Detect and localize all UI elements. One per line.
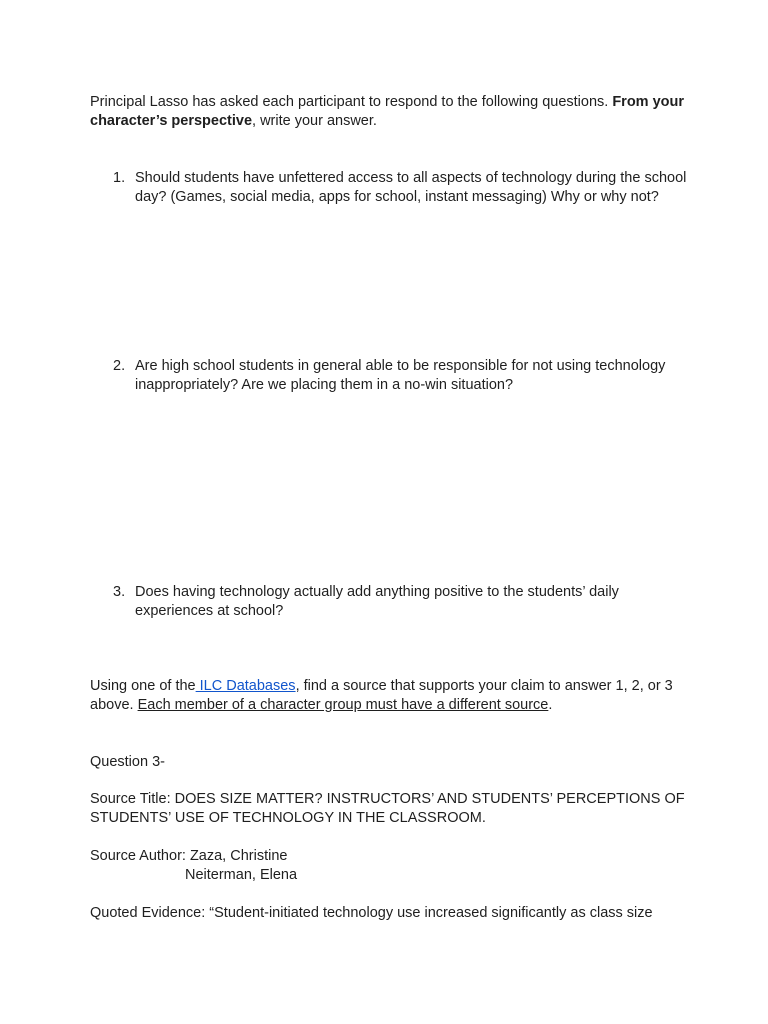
- question-2: [90, 357, 690, 395]
- ilc-databases-link[interactable]: ILC Databases: [195, 678, 296, 694]
- question-2-text: Are high school students in general able to be responsible for not using technology inappropriately? Are we placing them in a no-win situation?: [135, 358, 666, 393]
- source-author: [90, 847, 690, 885]
- question-2-number: 2.: [113, 358, 126, 374]
- instructions-suffix: .: [548, 697, 553, 713]
- instructions-paragraph: [90, 677, 690, 715]
- quoted-evidence: Quoted Evidence: “Student-initiated technology use increased significantly as class size: [90, 905, 653, 921]
- instructions-prefix: Using one of the: [90, 678, 196, 694]
- source-author-line-1: Source Author: Zaza, Christine: [90, 848, 288, 864]
- source-author-line-2: Neiterman, Elena: [185, 867, 298, 883]
- intro-text-1: Principal Lasso has asked each participant to respond to the following questions.: [90, 94, 613, 110]
- intro-text-2: , write your answer.: [252, 113, 377, 129]
- question-1-number: 1.: [113, 170, 126, 186]
- question-3: [90, 583, 690, 621]
- question-1-text: Should students have unfettered access to all aspects of technology during the school day? (Games, social media, apps for school, instant messaging) Why or why not?: [135, 170, 687, 205]
- instructions-middle: , find a source that supports your claim to answer 1, 2, or 3 above.: [90, 678, 673, 713]
- question-label: Question 3-: [90, 754, 165, 770]
- source-title: Source Title: DOES SIZE MATTER? INSTRUCTORS’ AND STUDENTS’ PERCEPTIONS OF STUDENTS’ USE OF TECHNOLOGY IN THE CLASSROOM.: [90, 791, 685, 826]
- question-1: [90, 169, 690, 207]
- intro-paragraph: [90, 93, 690, 131]
- question-3-text: Does having technology actually add anything positive to the students’ daily experiences at school?: [135, 584, 619, 619]
- question-3-number: 3.: [113, 584, 126, 600]
- intro-bold-text: From your character’s perspective: [90, 94, 685, 129]
- instructions-underlined: Each member of a character group must have a different source: [137, 697, 549, 713]
